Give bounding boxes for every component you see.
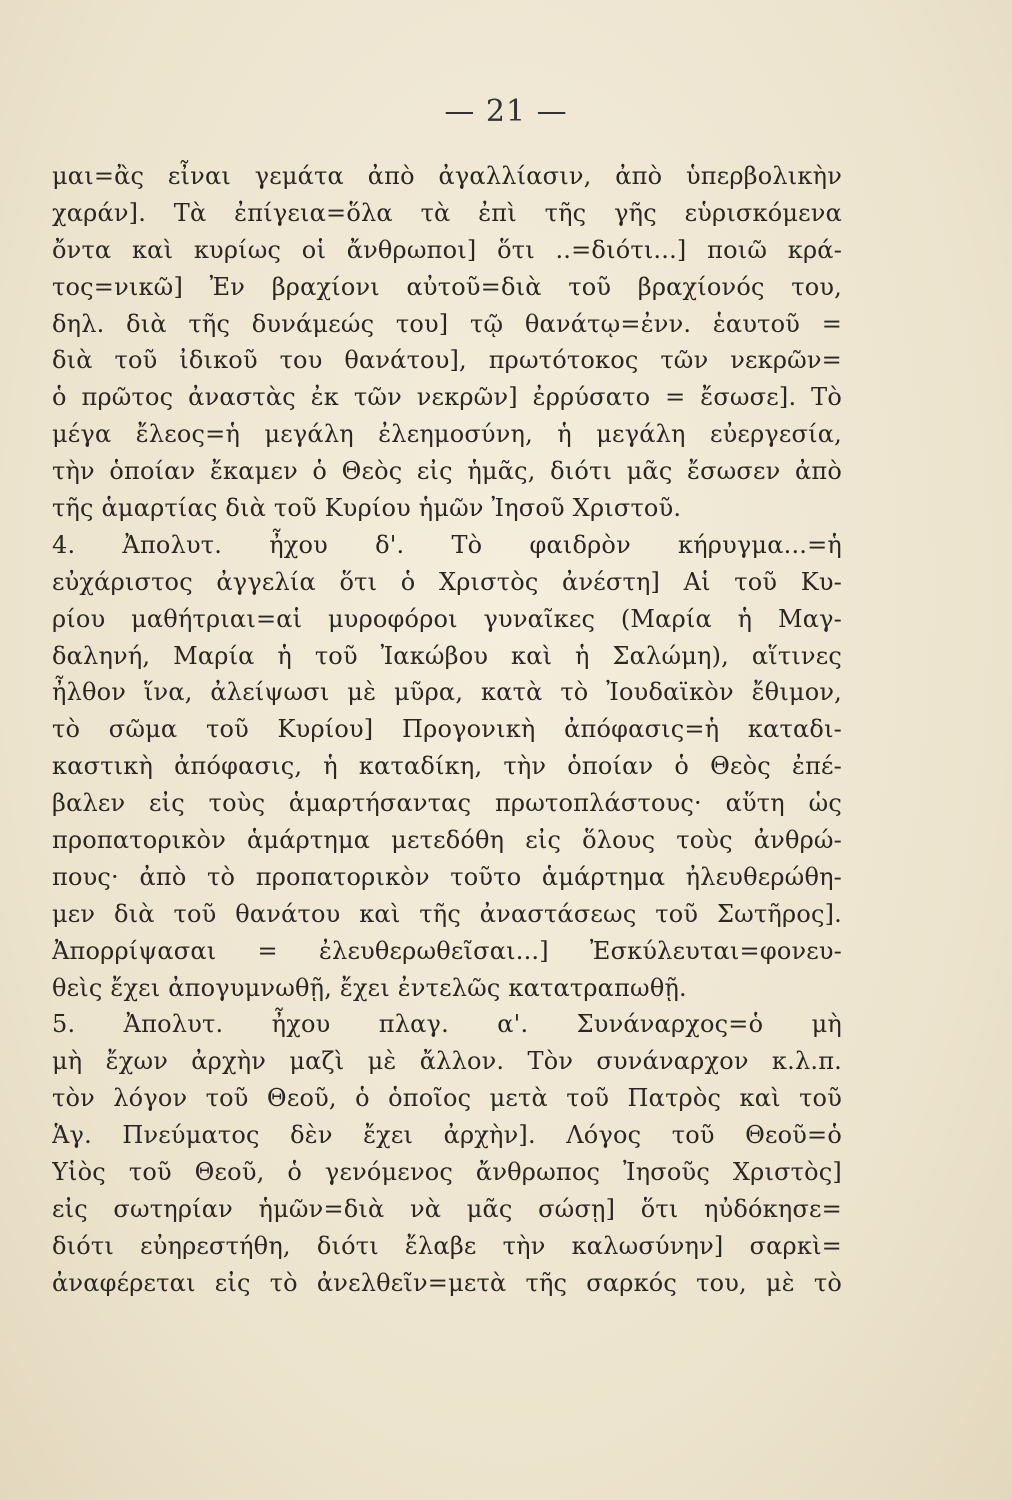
text-line: μεν διὰ τοῦ θανάτου καὶ τῆς ἀναστάσεως τοῦ Σωτῆρος]. xyxy=(52,899,842,928)
text-line: πους· ἀπὸ τὸ προπατορικὸν τοῦτο ἁμάρτημα ἠλευθερώθη- xyxy=(52,862,842,891)
text-line: καστικὴ ἀπόφασις, ἡ καταδίκη, τὴν ὁποίαν ὁ Θεὸς ἐπέ- xyxy=(52,752,842,781)
text-line: προπατορικὸν ἁμάρτημα μετεδόθη εἰς ὅλους τοὺς ἀνθρώ- xyxy=(52,826,842,855)
text-line: τὸ σῶμα τοῦ Κυρίου] Προγονικὴ ἀπόφασις=ἡ καταδι- xyxy=(52,715,842,744)
text-line: εἰς σωτηρίαν ἡμῶν=διὰ νὰ μᾶς σώσῃ] ὅτι ηὐδόκησε= xyxy=(52,1194,842,1223)
text-line: ἀναφέρεται εἰς τὸ ἀνελθεῖν=μετὰ τῆς σαρκός του, μὲ τὸ xyxy=(52,1268,842,1297)
text-line: θεὶς ἔχει ἀπογυμνωθῇ, ἔχει ἐντελῶς κατατραπωθῇ. xyxy=(52,973,687,1002)
page-number: — 21 — xyxy=(444,94,568,129)
text-line: τὴν ὁποίαν ἔκαμεν ὁ Θεὸς εἰς ἡμᾶς, διότι μᾶς ἔσωσεν ἀπὸ xyxy=(52,457,842,486)
text-line: τος=νικῶ] Ἐν βραχίονι αὐτοῦ=διὰ τοῦ βραχίονός του, xyxy=(52,272,842,301)
text-line: τὸν λόγον τοῦ Θεοῦ, ὁ ὁποῖος μετὰ τοῦ Πατρὸς καὶ τοῦ xyxy=(52,1084,842,1113)
text-line: ὄντα καὶ κυρίως οἱ ἄνθρωποι] ὅτι ..=διότι...] ποιῶ κρά- xyxy=(52,235,842,264)
text-line: διότι εὐηρεστήθη, διότι ἔλαβε τὴν καλωσύνην] σαρκὶ= xyxy=(52,1231,842,1260)
text-line: Ἀπορρίψασαι = ἐλευθερωθεῖσαι...] Ἐσκύλευται=φονευ- xyxy=(52,936,842,965)
text-line: 4. Ἀπολυτ. ἦχου δ'. Τὸ φαιδρὸν κήρυγμα...=ἡ xyxy=(52,530,842,559)
text-line: Ἁγ. Πνεύματος δὲν ἔχει ἀρχὴν]. Λόγος τοῦ Θεοῦ=ὁ xyxy=(52,1121,842,1150)
text-line: μὴ ἔχων ἀρχὴν μαζὶ μὲ ἄλλον. Τὸν συνάναρχον κ.λ.π. xyxy=(52,1047,842,1076)
text-line: ρίου μαθήτριαι=αἱ μυροφόροι γυναῖκες (Μαρία ἡ Μαγ- xyxy=(52,604,842,633)
text-line: Υἱὸς τοῦ Θεοῦ, ὁ γενόμενος ἄνθρωπος Ἰησοῦς Χριστὸς] xyxy=(52,1158,842,1187)
text-line: δηλ. διὰ τῆς δυνάμεώς του] τῷ θανάτῳ=ἐνν. ἑαυτοῦ = xyxy=(52,309,842,338)
text-line: ὁ πρῶτος ἀναστὰς ἐκ τῶν νεκρῶν] ἐρρύσατο = ἔσωσε]. Τὸ xyxy=(52,383,842,412)
text-line: εὐχάριστος ἀγγελία ὅτι ὁ Χριστὸς ἀνέστη] Αἱ τοῦ Κυ- xyxy=(52,567,842,596)
text-line: ἦλθον ἵνα, ἀλείψωσι μὲ μῦρα, κατὰ τὸ Ἰουδαϊκὸν ἔθιμον, xyxy=(52,678,842,707)
text-line: μέγα ἔλεος=ἡ μεγάλη ἐλεημοσύνη, ἡ μεγάλη εὐεργεσία, xyxy=(52,420,842,449)
text-line: χαράν]. Τὰ ἐπίγεια=ὅλα τὰ ἐπὶ τῆς γῆς εὑρισκόμενα xyxy=(52,198,842,227)
text-line: τῆς ἁμαρτίας διὰ τοῦ Κυρίου ἡμῶν Ἰησοῦ Χριστοῦ. xyxy=(52,494,682,523)
text-line: βαλεν εἰς τοὺς ἁμαρτήσαντας πρωτοπλάστους· αὕτη ὡς xyxy=(52,789,842,818)
text-line: διὰ τοῦ ἰδικοῦ του θανάτου], πρωτότοκος τῶν νεκρῶν= xyxy=(52,346,842,375)
text-line: μαι=ἂς εἶναι γεμάτα ἀπὸ ἀγαλλίασιν, ἀπὸ ὑπερβολικὴν xyxy=(52,162,842,190)
body-text xyxy=(52,158,842,1302)
text-line: δαληνή, Μαρία ἡ τοῦ Ἰακώβου καὶ ἡ Σαλώμη), αἵτινες xyxy=(52,641,842,670)
text-line: 5. Ἀπολυτ. ἦχου πλαγ. α'. Συνάναρχος=ὁ μὴ xyxy=(52,1010,842,1039)
